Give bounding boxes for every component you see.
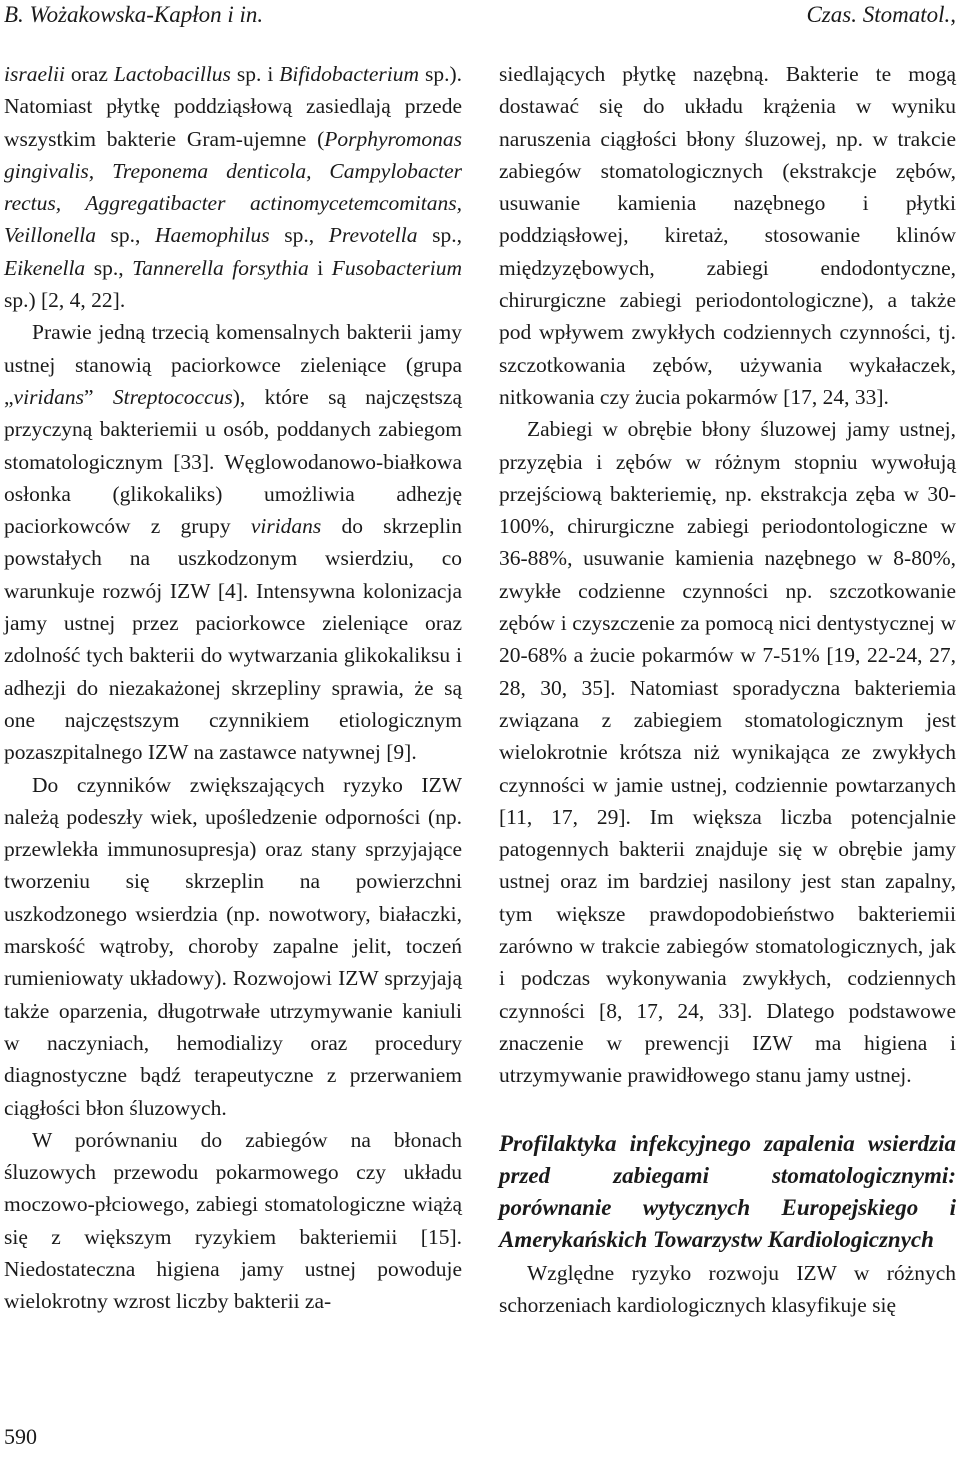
left-column bbox=[4, 58, 462, 1318]
paragraph-risk-factors: Do czynników zwiększających ryzyko IZW należą podeszły wiek, upośledzenie odporności (np. przewlekła immunosupresja) oraz stany sprzyjające tworzeniu się skrzeplin na powierzchni uszkodzonego wsierdzia (np. nowotwory, białaczki, marskość wątroby, choroby zapalne jelit, toczeń rumieniowaty układowy). Rozwojowi IZW sprzyjają także oparzenia, długotrwałe utrzymywanie kaniuli w naczyniach, hemodializy oraz procedury diagnostyczne bądź terapeutyczne z przerwaniem ciągłości błon śluzowych. bbox=[4, 772, 462, 1120]
paragraph-mucosal-comparison: W porównaniu do zabiegów na błonach śluzowych przewodu pokarmowego czy układu moczowo-płciowego, zabiegi stomatologiczne wiążą się z większym ryzykiem bakteriemii [15]. Niedostateczna higiena jamy ustnej powoduje wielokrotny wzrost liczby bakterii za- bbox=[4, 1127, 462, 1314]
page-number: 590 bbox=[4, 1424, 37, 1449]
paragraph-plaque-circulation: siedlających płytkę nazębną. Bakterie te mogą dostawać się do układu krążenia w wyniku naruszenia ciągłości błony śluzowej, np. w trakcie zabiegów stomatologicznych (ekstrakcje zębów, usuwanie kamienia nazębnego i płytki poddziąsłowej, kiretaż, stosowanie klinów międzyzębowych, zabiegi endodontyczne, chirurgiczne zabiegi periodontologiczne), a także pod wpływem zwykłych codziennych czynności, tj. szczotkowania zębów, używania wykałaczek, nitkowania czy żucia pokarmów [17, 24, 33]. bbox=[499, 62, 956, 409]
right-column bbox=[499, 58, 956, 1321]
paragraph-relative-risk: Względne ryzyko rozwoju IZW w różnych schorzeniach kardiologicznych klasyfikuje się bbox=[499, 1260, 956, 1317]
running-header-journal: Czas. Stomatol., bbox=[806, 2, 956, 27]
running-header-authors: B. Wożakowska-Kapłon i in. bbox=[4, 2, 264, 27]
paragraph-transient-bacteremia: Zabiegi w obrębie błony śluzowej jamy ustnej, przyzębia i zębów w różnym stopniu wywołują przejściową bakteriemię, np. ekstrakcja zęba w 30-100%, chirurgiczne zabiegi periodontologiczne w 36-88%, usuwanie kamienia nazębnego w 8-80%, zwykłe codzienne czynności np. szczotkowanie zębów i czyszczenie za pomocą nici dentystycznej w 20-68% a żucie pokarmów w 7-51% [19, 22-24, 27, 28, 30, 35]. Natomiast sporadyczna bakteriemia związana z zabiegiem stomatologicznym jest wielokrotnie krótsza niż wynikająca ze zwykłych czynności w jamie ustnej, codziennie powtarzanych [11, 17, 29]. Im większa liczba potencjalnie patogennych bakterii znajduje się w obrębie jamy ustnej oraz im bardziej nasilony jest stan zapalny, tym większe prawdopodobieństwo bakteriemii zarówno w trakcie zabiegów stomatologicznych, jak i podczas wykonywania zwykłych, codziennych czynności [8, 17, 24, 33]. Dlatego podstawowe znaczenie w prewencji IZW ma higiena i utrzymywanie prawidłowego stanu jamy ustnej. bbox=[499, 417, 956, 1088]
paragraph-bacteria-subgingival: israelii oraz Lactobacillus sp. i Bifidobacterium sp.). Natomiast płytkę poddziąsłową zasiedlają przede wszystkim bakterie Gram-ujemne (Porphyromonas gingivalis, Treponema denticola, Campylobacter rectus, Aggregatibacter actinomycetemcomitans, Veillonella sp., Haemophilus sp., Prevotella sp., Eikenella sp., Tannerella forsythia i Fusobacterium sp.) [2, 4, 22]. bbox=[4, 62, 463, 313]
paragraph-viridans-streptococci: Prawie jedną trzecią komensalnych bakterii jamy ustnej stanowią paciorkowce zieleniące (grupa „viridans” Streptococcus), które są najczęstszą przyczyną bakteriemii u osób, poddanych zabiegom stomatologicznym [33]. Węglowodanowo-białkowa osłonka (glikokaliks) umożliwia adhezję paciorkowców z grupy viridans do skrzeplin powstałych na uszkodzonym wsierdziu, co warunkuje rozwój IZW [4]. Intensywna kolonizacja jamy ustnej przez paciorkowce zieleniące oraz zdolność tych bakterii do wytwarzania glikokaliksu i adhezji do niezakażonej skrzepliny sprawia, że są one najczęstszym czynnikiem etiologicznym pozaszpitalnego IZW na zastawce natywnej [9]. bbox=[4, 320, 462, 765]
section-heading: Profilaktyka infekcyjnego zapalenia wsierdzia przed zabiegami stomatologicznymi: porównanie wytycznych Europejskiego i Amerykańskich Towarzystw Kardiologicznych bbox=[499, 1130, 956, 1253]
